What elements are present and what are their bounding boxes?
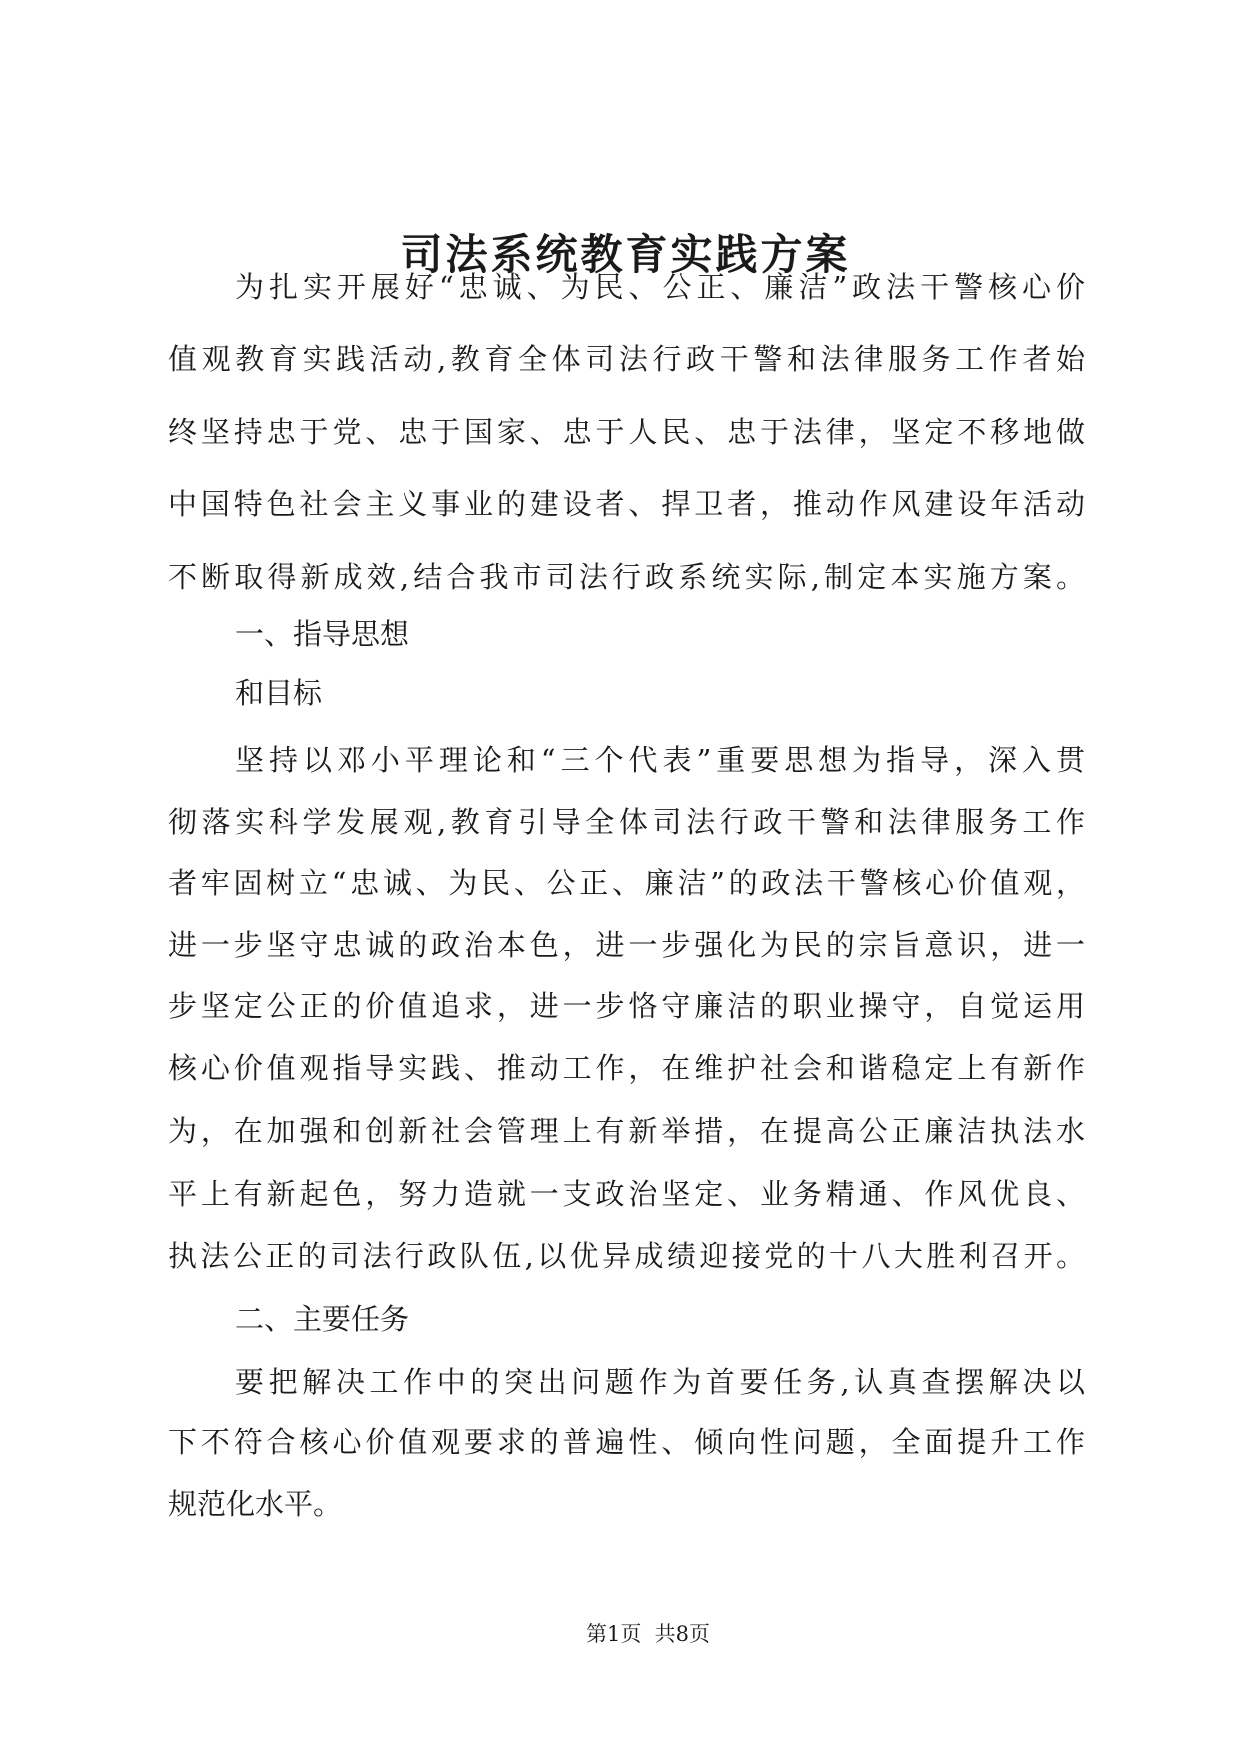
- paragraph-line: 执法公正的司法行政队伍,以优异成绩迎接党的十八大胜利召开。: [168, 1239, 1085, 1273]
- paragraph-line: 彻落实科学发展观,教育引导全体司法行政干警和法律服务工作: [168, 805, 1085, 839]
- paragraph-line: 核心价值观指导实践、推动工作，在维护社会和谐稳定上有新作: [168, 1051, 1085, 1085]
- page-indicator: 第1页 共8页: [585, 1622, 711, 1646]
- paragraph-line: 值观教育实践活动,教育全体司法行政干警和法律服务工作者始: [168, 342, 1085, 376]
- document-title: 司法系统教育实践方案: [400, 230, 851, 279]
- paragraph-line: 中国特色社会主义事业的建设者、捍卫者，推动作风建设年活动: [168, 487, 1085, 521]
- paragraph-line: 坚持以邓小平理论和“三个代表”重要思想为指导，深入贯: [235, 743, 1085, 777]
- paragraph-line: 不断取得新成效,结合我市司法行政系统实际,制定本实施方案。: [168, 560, 1085, 594]
- paragraph-line: 下不符合核心价值观要求的普遍性、倾向性问题，全面提升工作: [168, 1425, 1085, 1459]
- paragraph-line: 进一步坚守忠诚的政治本色，进一步强化为民的宗旨意识，进一: [168, 928, 1085, 962]
- paragraph-line: 平上有新起色，努力造就一支政治坚定、业务精通、作风优良、: [168, 1177, 1085, 1211]
- paragraph-line: 要把解决工作中的突出问题作为首要任务,认真查摆解决以: [235, 1365, 1085, 1399]
- paragraph-line: 为扎实开展好“忠诚、为民、公正、廉洁”政法干警核心价: [235, 270, 1085, 304]
- section-heading-line: 一、指导思想: [235, 617, 410, 651]
- section-heading-line: 和目标: [235, 676, 323, 710]
- paragraph-line: 为，在加强和创新社会管理上有新举措，在提高公正廉洁执法水: [168, 1114, 1085, 1148]
- section-heading-line: 二、主要任务: [235, 1302, 410, 1336]
- paragraph-line: 终坚持忠于党、忠于国家、忠于人民、忠于法律，坚定不移地做: [168, 415, 1085, 449]
- paragraph-line: 步坚定公正的价值追求，进一步恪守廉洁的职业操守，自觉运用: [168, 989, 1085, 1023]
- paragraph-line: 规范化水平。: [168, 1487, 343, 1521]
- paragraph-line: 者牢固树立“忠诚、为民、公正、廉洁”的政法干警核心价值观，: [168, 866, 1085, 900]
